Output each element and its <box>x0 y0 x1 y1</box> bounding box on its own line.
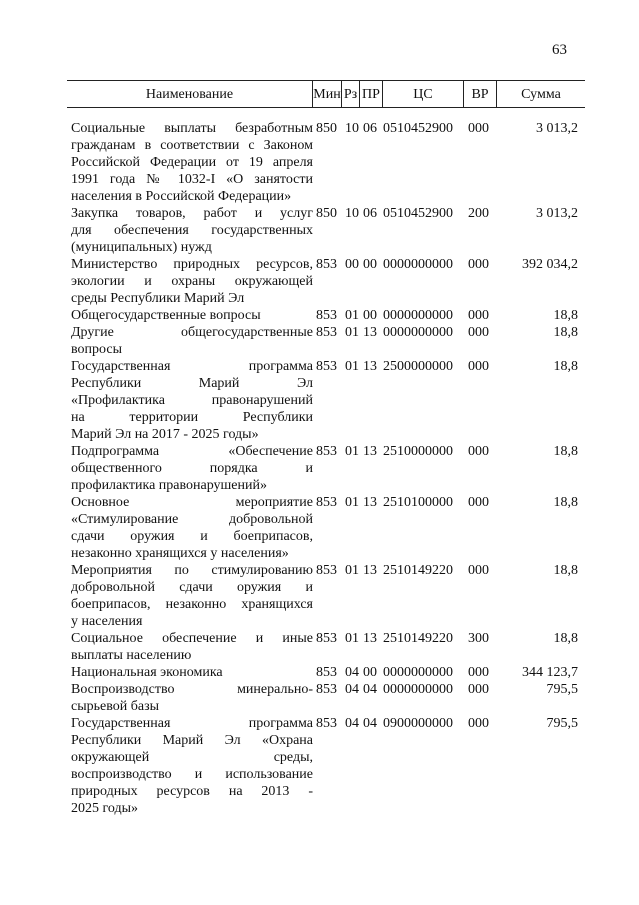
header-min: Мин <box>312 81 341 107</box>
row-name-line: Республики Марий Эл <box>71 376 313 391</box>
row-name-line: среды Республики Марий Эл <box>71 291 245 306</box>
row-name-line: Воспроизводство минерально- <box>71 682 313 697</box>
cell-min: 853 <box>316 257 337 272</box>
table-row <box>0 205 639 256</box>
cell-min: 853 <box>316 716 337 731</box>
row-name <box>71 681 313 715</box>
header-name: Наименование <box>145 87 234 102</box>
row-name-line: населения в Российской Федерации» <box>71 189 292 204</box>
row-name-line: добровольной сдачи оружия и <box>71 580 313 595</box>
cell-pr: 04 <box>363 716 377 731</box>
cell-min: 853 <box>316 359 337 374</box>
table-row <box>0 324 639 358</box>
cell-min: 853 <box>316 563 337 578</box>
cell-cs: 2510100000 <box>383 495 453 510</box>
cell-cs: 2510000000 <box>383 444 453 459</box>
row-name-line: 2025 годы» <box>71 801 139 816</box>
header-vr: ВР <box>463 81 496 107</box>
row-name-line: гражданам в соответствии с Законом <box>71 138 313 153</box>
cell-rz: 00 <box>345 257 359 272</box>
row-name-line: Социальные выплаты безработным <box>71 121 313 136</box>
row-name-line: боеприпасов, незаконно хранящихся <box>71 597 313 612</box>
cell-rz: 01 <box>345 308 359 323</box>
row-name-line: Подпрограмма «Обеспечение <box>71 444 313 459</box>
cell-cs: 0510452900 <box>383 121 453 136</box>
cell-sum: 3 013,2 <box>536 206 578 221</box>
row-name-line: незаконно хранящихся у населения» <box>71 546 289 561</box>
cell-vr: 000 <box>468 444 489 459</box>
cell-vr: 200 <box>468 206 489 221</box>
row-name-line: экологии и охраны окружающей <box>71 274 313 289</box>
row-name-line: окружающей среды, <box>71 750 313 765</box>
table-row <box>0 307 639 324</box>
cell-vr: 300 <box>468 631 489 646</box>
cell-rz: 10 <box>345 206 359 221</box>
row-name-line: Общегосударственные вопросы <box>71 308 261 323</box>
cell-cs: 0000000000 <box>383 665 453 680</box>
cell-vr: 000 <box>468 308 489 323</box>
cell-min: 853 <box>316 665 337 680</box>
table-row <box>0 120 639 205</box>
cell-min: 853 <box>316 308 337 323</box>
row-name-line: 1991 года № 1032-I «О занятости <box>71 172 313 187</box>
row-name-line: Республики Марий Эл «Охрана <box>71 733 313 748</box>
row-name <box>71 324 313 358</box>
table-body <box>0 120 639 817</box>
row-name-line: Министерство природных ресурсов, <box>71 257 313 272</box>
cell-sum: 392 034,2 <box>522 257 578 272</box>
table-row <box>0 681 639 715</box>
cell-pr: 06 <box>363 206 377 221</box>
cell-rz: 04 <box>345 716 359 731</box>
row-name <box>71 630 313 664</box>
cell-cs: 0510452900 <box>383 206 453 221</box>
cell-sum: 18,8 <box>553 325 578 340</box>
row-name <box>71 715 313 817</box>
cell-rz: 04 <box>345 665 359 680</box>
row-name-line: Государственная программа <box>71 716 313 731</box>
cell-rz: 01 <box>345 444 359 459</box>
cell-rz: 04 <box>345 682 359 697</box>
row-name <box>71 664 313 681</box>
cell-sum: 795,5 <box>546 682 578 697</box>
row-name <box>71 307 313 324</box>
cell-pr: 13 <box>363 495 377 510</box>
cell-pr: 13 <box>363 444 377 459</box>
row-name-line: Основное мероприятие <box>71 495 313 510</box>
row-name-line: сдачи оружия и боеприпасов, <box>71 529 313 544</box>
table-row <box>0 358 639 443</box>
table-row <box>0 256 639 307</box>
row-name-line: Российской Федерации от 19 апреля <box>71 155 313 170</box>
row-name-line: «Профилактика правонарушений <box>71 393 313 408</box>
cell-sum: 18,8 <box>553 563 578 578</box>
table-row <box>0 630 639 664</box>
row-name-line: Государственная программа <box>71 359 313 374</box>
header-cs: ЦС <box>382 81 463 107</box>
row-name-line: природных ресурсов на 2013 - <box>71 784 313 799</box>
header-pr: ПР <box>359 81 382 107</box>
row-name <box>71 494 313 562</box>
row-name-line: (муниципальных) нужд <box>71 240 212 255</box>
cell-vr: 000 <box>468 563 489 578</box>
row-name <box>71 205 313 256</box>
page-number: 63 <box>552 42 567 58</box>
cell-pr: 00 <box>363 257 377 272</box>
row-name-line: на территории Республики <box>71 410 313 425</box>
row-name-line: Марий Эл на 2017 - 2025 годы» <box>71 427 259 442</box>
cell-pr: 13 <box>363 325 377 340</box>
row-name-line: Закупка товаров, работ и услуг <box>71 206 313 221</box>
table-row <box>0 562 639 630</box>
cell-sum: 18,8 <box>553 308 578 323</box>
table-row <box>0 715 639 817</box>
row-name-line: Национальная экономика <box>71 665 223 680</box>
cell-rz: 01 <box>345 359 359 374</box>
table-row <box>0 494 639 562</box>
row-name-line: для обеспечения государственных <box>71 223 313 238</box>
cell-min: 850 <box>316 206 337 221</box>
cell-cs: 0900000000 <box>383 716 453 731</box>
cell-min: 850 <box>316 121 337 136</box>
cell-vr: 000 <box>468 257 489 272</box>
cell-min: 853 <box>316 325 337 340</box>
cell-vr: 000 <box>468 325 489 340</box>
cell-sum: 344 123,7 <box>522 665 578 680</box>
cell-pr: 00 <box>363 665 377 680</box>
cell-min: 853 <box>316 682 337 697</box>
row-name <box>71 443 313 494</box>
cell-sum: 18,8 <box>553 359 578 374</box>
cell-sum: 18,8 <box>553 495 578 510</box>
cell-cs: 2510149220 <box>383 631 453 646</box>
cell-vr: 000 <box>468 495 489 510</box>
cell-cs: 0000000000 <box>383 682 453 697</box>
row-name-line: воспроизводство и использование <box>71 767 313 782</box>
cell-sum: 795,5 <box>546 716 578 731</box>
cell-rz: 10 <box>345 121 359 136</box>
cell-min: 853 <box>316 631 337 646</box>
header-sum: Сумма <box>496 81 585 107</box>
row-name <box>71 120 313 205</box>
row-name-line: общественного порядка и <box>71 461 313 476</box>
header-rz: Рз <box>341 81 359 107</box>
cell-rz: 01 <box>345 563 359 578</box>
row-name-line: профилактика правонарушений» <box>71 478 267 493</box>
table-header <box>67 80 585 108</box>
cell-vr: 000 <box>468 682 489 697</box>
row-name-line: выплаты населению <box>71 648 192 663</box>
cell-cs: 0000000000 <box>383 308 453 323</box>
cell-cs: 0000000000 <box>383 257 453 272</box>
row-name <box>71 358 313 443</box>
cell-pr: 13 <box>363 563 377 578</box>
cell-pr: 13 <box>363 359 377 374</box>
row-name <box>71 256 313 307</box>
table-row <box>0 443 639 494</box>
cell-sum: 18,8 <box>553 444 578 459</box>
cell-sum: 18,8 <box>553 631 578 646</box>
row-name-line: Мероприятия по стимулированию <box>71 563 313 578</box>
cell-sum: 3 013,2 <box>536 121 578 136</box>
row-name-line: у населения <box>71 614 143 629</box>
row-name-line: Другие общегосударственные <box>71 325 313 340</box>
cell-vr: 000 <box>468 121 489 136</box>
cell-rz: 01 <box>345 631 359 646</box>
cell-vr: 000 <box>468 716 489 731</box>
row-name-line: сырьевой базы <box>71 699 159 714</box>
cell-min: 853 <box>316 495 337 510</box>
cell-vr: 000 <box>468 359 489 374</box>
cell-vr: 000 <box>468 665 489 680</box>
row-name-line: вопросы <box>71 342 122 357</box>
cell-cs: 2510149220 <box>383 563 453 578</box>
cell-cs: 2500000000 <box>383 359 453 374</box>
row-name <box>71 562 313 630</box>
cell-pr: 13 <box>363 631 377 646</box>
row-name-line: «Стимулирование добровольной <box>71 512 313 527</box>
cell-min: 853 <box>316 444 337 459</box>
cell-rz: 01 <box>345 495 359 510</box>
row-name-line: Социальное обеспечение и иные <box>71 631 313 646</box>
cell-pr: 04 <box>363 682 377 697</box>
cell-cs: 0000000000 <box>383 325 453 340</box>
table-row <box>0 664 639 681</box>
cell-pr: 06 <box>363 121 377 136</box>
cell-pr: 00 <box>363 308 377 323</box>
cell-rz: 01 <box>345 325 359 340</box>
